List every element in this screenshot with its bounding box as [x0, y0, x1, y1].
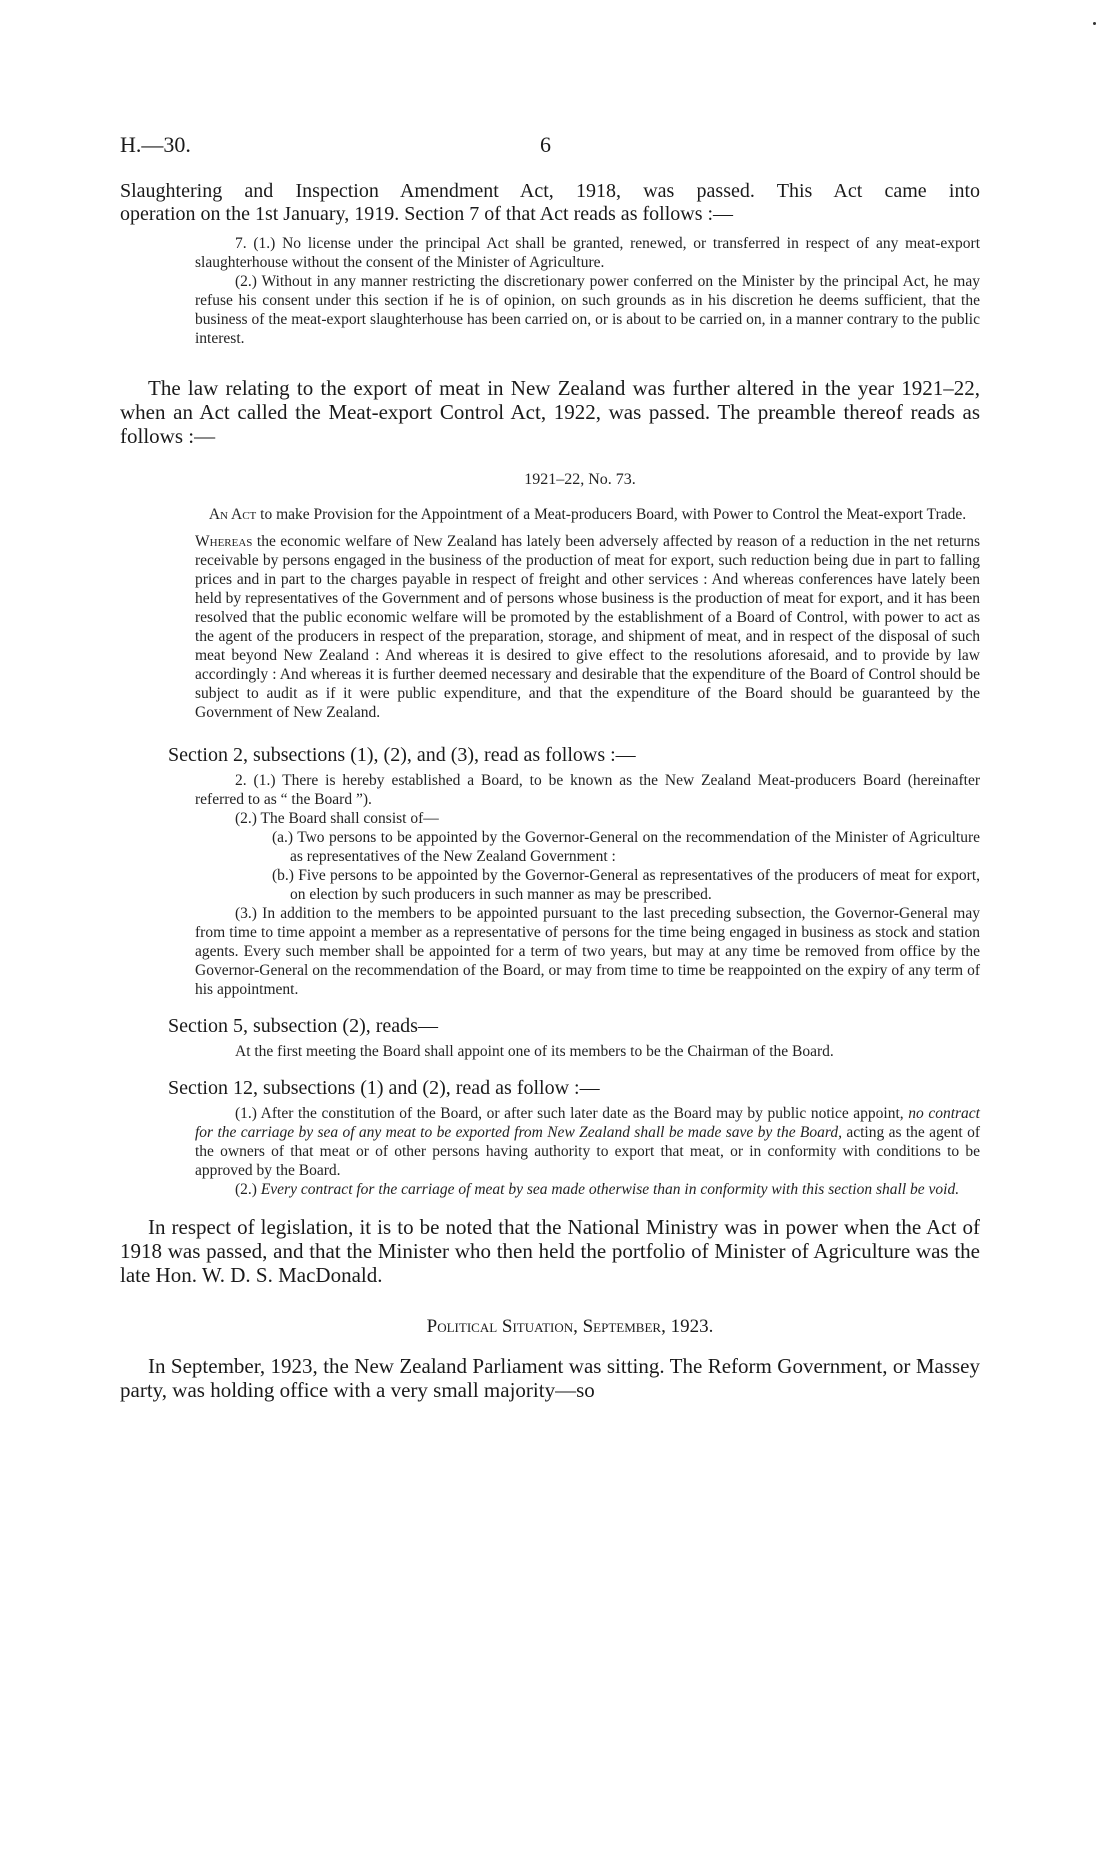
quote-paragraph: (2.) The Board shall consist of— [235, 810, 439, 827]
section-12-heading: Section 12, subsections (1) and (2), read as follow :— [168, 1077, 600, 1099]
quote-text: (1.) After the constitution of the Board, or after such later date as the Board may by public notice appoint, [235, 1105, 909, 1122]
section-5-quote [195, 1042, 980, 1061]
section-2-quote [195, 771, 980, 999]
body-paragraph: In respect of legislation, it is to be noted that the National Ministry was in power when the Act of 1918 was passed, and that the Minister who then held the portfolio of Minister of Agriculture was the late Hon. W. D. S. MacDonald. [120, 1215, 980, 1287]
act-title [195, 505, 980, 524]
body-paragraph: In September, 1923, the New Zealand Parliament was sitting. The Reform Government, or Massey party, was holding office with a very small majority—so [120, 1354, 980, 1402]
section-5-heading: Section 5, subsection (2), reads— [168, 1015, 438, 1037]
act-number: 1921–22, No. 73. [524, 471, 636, 488]
whereas-lead: Whereas [195, 533, 253, 550]
quote-paragraph: (3.) In addition to the members to be appointed pursuant to the last preceding subsection, the Governor-General may from time to time appoint a member as a representative of persons for the time being engaged in business as stock and station agents. Every such member shall be appointed for a term of two years, but may at any time be removed from office by the Governor-General on the recommendation of the Board, or may from time to time be reappointed on the expiry of any term of his appointment. [195, 905, 980, 998]
quote-paragraph: 2. (1.) There is hereby established a Board, to be known as the New Zealand Meat-producers Board (hereinafter referred to as “ the Board ”). [195, 772, 980, 808]
section-7-quote [195, 234, 980, 348]
document-reference: H.—30. [120, 132, 191, 157]
paragraph-line: Slaughtering and Inspection Amendment Act, 1918, was passed. This Act came into [120, 180, 980, 202]
quote-text: (2.) [235, 1181, 261, 1198]
quote-item-a: (a.) Two persons to be appointed by the Governor-General on the recommendation of the Minister of Agriculture as representatives of the New Zealand Government : [272, 829, 980, 865]
quote-text: acting as the agent of the owners of that meat or of other persons having authority to export that meat, or in conformity with conditions to be approved by the Board. [195, 1124, 981, 1179]
quote-paragraph: 7. (1.) No license under the principal Act shall be granted, renewed, or transferred in respect of any meat-export slaughterhouse without the consent of the Minister of Agriculture. [195, 235, 980, 271]
paragraph-line: operation on the 1st January, 1919. Section 7 of that Act reads as follows :— [120, 203, 734, 225]
page-body [120, 180, 980, 1402]
quote-paragraph: At the first meeting the Board shall appoint one of its members to be the Chairman of the Board. [235, 1043, 834, 1060]
whereas-text: the economic welfare of New Zealand has lately been adversely affected by reason of a reduction in the net returns receivable by persons engaged in the business of the production of meat for export, such reduction being due in part to falling prices and in part to the charges payable in respect of freight and other services : And whereas conferences have lately been held by representatives of the Government and of persons whose business is the production of meat for export, and it has been resolved that the public economic welfare will be promoted by the establishment of a Board of Control, with power to act as the agent of the producers in respect of the preparation, storage, and shipment of meat, and in respect of the disposal of such meat beyond New Zealand : And whereas it is desired to give effect to the resolutions aforesaid, and to provide by law accordingly : And whereas it is further deemed necessary and desirable that the expenditure of the Board of Control should be subject to audit as if it were public expenditure, and that the expenditure of the Board should be guaranteed by the Government of New Zealand. [195, 533, 980, 721]
section-12-quote [195, 1104, 980, 1199]
scan-speck [1093, 22, 1096, 25]
body-paragraph: The law relating to the export of meat in New Zealand was further altered in the year 1921–22, when an Act called the Meat-export Control Act, 1922, was passed. The preamble thereof reads as follows :— [120, 376, 980, 448]
quote-paragraph [195, 1104, 980, 1180]
act-title-lead: An Act [208, 506, 257, 523]
quote-italic-text: Every contract for the carriage of meat by sea made otherwise than in conformity with this section shall be void. [260, 1181, 960, 1198]
quote-item-b: (b.) Five persons to be appointed by the Governor-General as representatives of the producers of meat for export, on election by such producers in such manner as may be prescribed. [272, 867, 980, 903]
whereas-paragraph [195, 532, 980, 722]
quote-italic-text: no contract for the carriage by sea of any meat to be exported from New Zealand shall be made save by the Board, [195, 1105, 980, 1141]
act-title-text: to make Provision for the Appointment of a Meat-producers Board, with Power to Control the Meat-export Trade. [256, 506, 967, 523]
quote-paragraph [195, 1180, 980, 1199]
page-header [120, 132, 980, 162]
section-2-heading: Section 2, subsections (1), (2), and (3), read as follows :— [168, 744, 636, 766]
political-situation-heading: Political Situation, September, 1923. [426, 1316, 714, 1337]
quote-paragraph: (2.) Without in any manner restricting the discretionary power conferred on the Minister by the principal Act, he may refuse his consent under this section if he is of opinion, on such grounds as in his discretion he deems sufficient, that the business of the meat-export slaughterhouse has been carried on, or is about to be carried on, in a manner contrary to the public interest. [195, 273, 980, 347]
page-number: 6 [540, 132, 551, 157]
act-preamble [195, 505, 980, 722]
